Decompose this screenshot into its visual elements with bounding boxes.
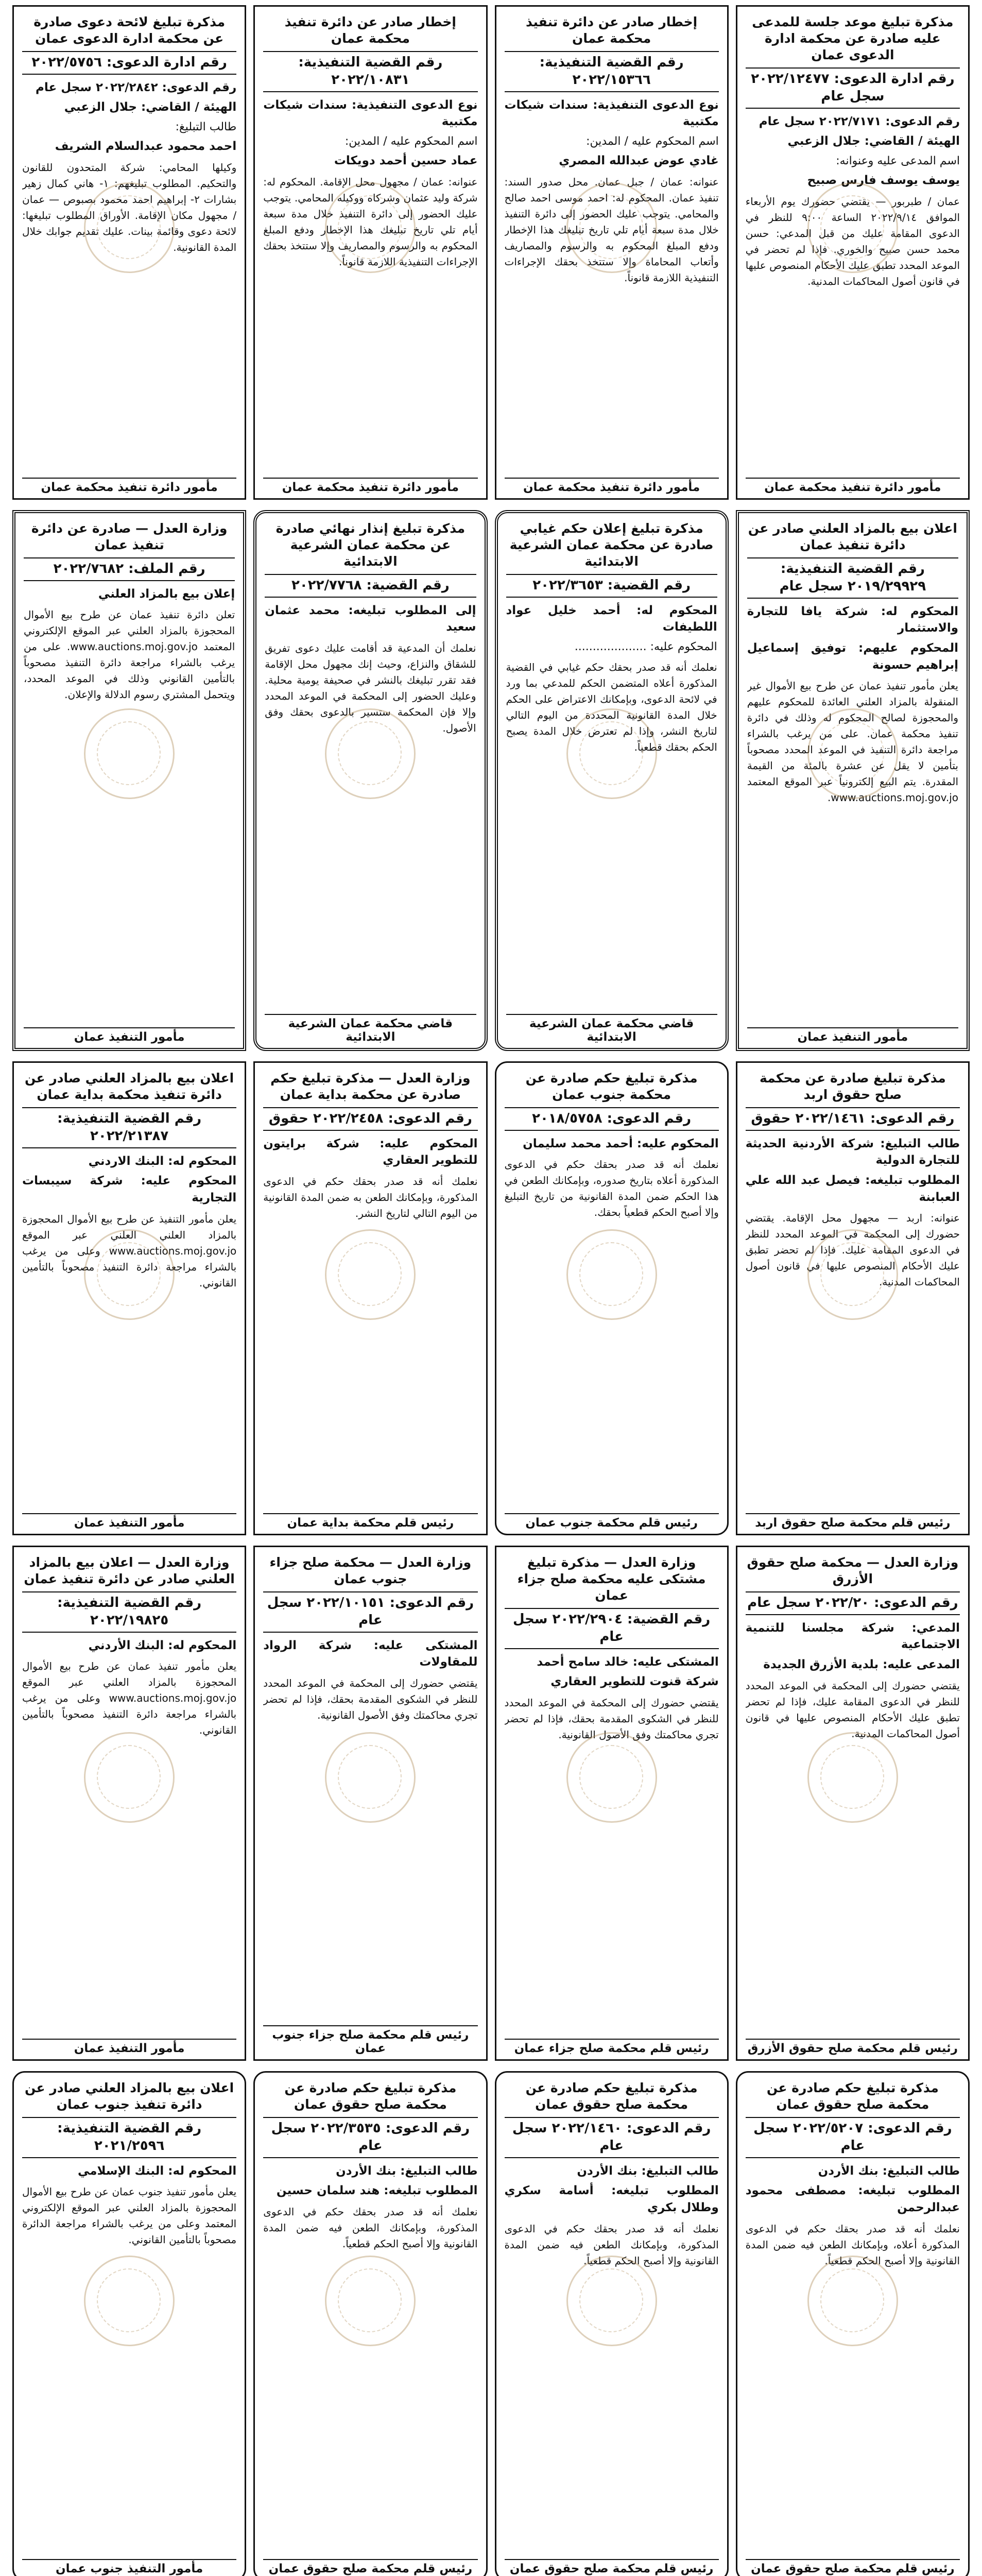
- notice-body: وكيلها المحامي: شركة المتحدون للقانون والتحكيم. المطلوب تبليغهم: ١- هاني كمال زهير بشارات ٢- إبراهيم احمد محمود بصبوص — عمان / مجهول مكان الإقامة. الأوراق المطلوب تبليغها: لائحة دعوى وقائمة بينات. عليك تقديم جوابك خلال المدة القانونية.: [22, 161, 237, 253]
- notice-body: نعلمك أنه قد صدر بحقك حكم في الدعوى المذكورة، وبإمكانك الطعن فيه ضمن المدة القانونية وإلا أصبح الحكم قطعياً.: [504, 2222, 719, 2267]
- notice-line: اسم المحكوم عليه / المدين:: [344, 134, 478, 148]
- notice-card: [12, 2071, 246, 2576]
- notice-case-number: رقم القضية: ٢٠٢٢/٧٧٦٨: [265, 574, 476, 598]
- notice-signature: مأمور دائرة تنفيذ محكمة عمان: [505, 478, 719, 494]
- notice-body: نعلمك أنه قد صدر بحقك حكم في الدعوى المذكورة، وبإمكانك الطعن فيه ضمن المدة القانونية وإلا أصبح الحكم قطعياً.: [263, 2205, 478, 2250]
- notice-signature: مأمور دائرة تنفيذ محكمة عمان: [746, 478, 960, 494]
- notice-signature: رئيس قلم محكمة صلح حقوق عمان: [505, 2559, 719, 2575]
- notice-signature: مأمور التنفيذ جنوب عمان: [22, 2559, 236, 2575]
- notice-signature: رئيس قلم محكمة صلح جزاء عمان: [505, 2039, 719, 2055]
- notice-card: [495, 510, 729, 1051]
- notice-signature: رئيس قلم محكمة بداية عمان: [263, 1513, 477, 1530]
- notice-line: المحكوم له: البنك الاردني: [88, 1154, 237, 1168]
- notice-line: طالب التبليغ:: [175, 121, 237, 134]
- notice-case-number: رقم الدعوى: ٢٠٢٢/١٤٦٠ سجل عام: [505, 2117, 719, 2158]
- notice-line: المطلوب تبليغه: مصطفى محمود عبدالرحمن: [745, 2184, 960, 2214]
- notice-card: [736, 5, 970, 500]
- notice-signature: رئيس قلم محكمة صلح جزاء جنوب عمان: [263, 2025, 477, 2055]
- notice-case-number: رقم الدعوى: ٢٠٢٢/٣٥٣٥ سجل عام: [263, 2117, 477, 2158]
- notice-header: إخطار صادر عن دائرة تنفيذ محكمة عمان: [284, 14, 456, 46]
- notice-case-number: رقم الملف: ٢٠٢٢/٧٦٨٢: [24, 557, 235, 581]
- notice-body: عمان / طبربور — يقتضي حضورك يوم الأربعاء الموافق ٢٠٢٢/٩/١٤ الساعة ٩:٠٠ للنظر في الدعوى المقامة عليك من قبل المدعي: حسن محمد حسن صبيح والخوري. فإذا لم تحضر في الموعد المحدد تطبق عليك الأحكام المنصوص عليها في قانون أصول المحاكمات المدنية.: [745, 195, 960, 287]
- notice-card: [495, 2071, 729, 2576]
- notices-row-4: [12, 1546, 970, 2061]
- notice-case-number: رقم القضية: ٢٠٢٢/٢٩٠٤ سجل عام: [505, 1608, 719, 1649]
- notice-header: وزارة العدل — مذكرة تبليغ مشتكى عليه محكمة صلح جزاء عمان: [517, 1555, 706, 1603]
- notice-line: الهيئة / القاضي: جلال الزعبي: [64, 100, 237, 114]
- notice-header: مذكرة تبليغ حكم صادرة عن محكمة صلح حقوق عمان: [766, 2080, 939, 2112]
- notice-case-number: رقم القضية التنفيذية: ٢٠٢١/٢٥٩٦: [22, 2117, 236, 2158]
- notices-row-2: [12, 510, 970, 1051]
- notice-signature: رئيس قلم محكمة صلح حقوق عمان: [746, 2559, 960, 2575]
- notice-line: اسم المدعى عليه وعنوانه:: [836, 154, 960, 167]
- notice-signature: مأمور التنفيذ عمان: [22, 1513, 236, 1530]
- notice-line: طالب التبليغ: بنك الأردن: [818, 2164, 960, 2178]
- notice-signature: رئيس قلم محكمة جنوب عمان: [505, 1513, 719, 1530]
- notice-line: المحكوم عليه: شركة برايتون للتطوير العقاري: [263, 1137, 478, 1167]
- notice-card: [495, 1061, 729, 1535]
- notice-body: نعلمك أنه قد صدر بحقك حكم في الدعوى المذكورة أعلاه، وبإمكانك الطعن فيه ضمن المدة القانونية وإلا أصبح الحكم قطعياً.: [745, 2222, 960, 2267]
- notice-body: تعلن دائرة تنفيذ عمان عن طرح بيع الأموال المحجوزة بالمزاد العلني عبر الموقع الإلكتروني المعتمد www.auctions.moj.gov.jo. على من يرغب بالشراء مراجعة دائرة التنفيذ مصحوباً بالتأمين القانوني وذلك في الموعد المحدد، ويتحمل المشتري رسوم الدلالة والإعلان.: [24, 608, 235, 701]
- notice-line: احمد محمود عبدالسلام الشريف: [55, 140, 237, 154]
- notice-line: نوع الدعوى التنفيذية: سندات شيكات مكتبية: [504, 98, 719, 129]
- notice-body: عنوانه: عمان / جبل عمان. محل صدور السند: تنفيذ عمان. المحكوم له: احمد موسى احمد صالح والمحامي. يتوجب عليك الحضور إلى دائرة التنفيذ خلال مدة سبعة أيام تلي تاريخ تبليغك هذا الإخطار ودفع المبلغ المحكوم به والرسوم والمصاريف وأتعاب المحاماة وإلا ستتخذ بحقك الإجراءات التنفيذية اللازمة قانوناً.: [504, 175, 719, 284]
- notice-line: المطلوب تبليغه: هند سلمان حسين: [276, 2184, 478, 2198]
- notice-line: طالب التبليغ: شركة الأردنية الحديثة للتجارة الدولية: [745, 1137, 960, 1167]
- notice-header: مذكرة تبليغ حكم صادرة عن محكمة صلح حقوق عمان: [525, 2080, 698, 2112]
- notice-line: الهيئة / القاضي: جلال الزعبي: [787, 134, 960, 148]
- notice-case-number: رقم القضية التنفيذية: ٢٠٢٢/١٥٣٦٦: [505, 51, 719, 92]
- notice-card: [253, 1061, 487, 1535]
- notice-line: المحكوم له: البنك الأردني: [88, 1638, 237, 1652]
- notice-header: وزارة العدل — محكمة صلح حقوق الأزرق: [747, 1555, 959, 1586]
- notice-header: مذكرة تبليغ إنذار نهائي صادرة عن محكمة عمان الشرعية الابتدائية: [275, 521, 466, 569]
- notice-line: شركة قنوت للتطوير العقاري: [550, 1675, 719, 1689]
- notice-line: المحكوم عليه: ....................: [574, 640, 717, 654]
- notice-card: [253, 1546, 487, 2061]
- notice-case-number: رقم الدعوى: ٢٠٢٢/١٤٦١ حقوق: [746, 1107, 960, 1131]
- notice-line: إلى المطلوب تبليغه: محمد عثمان سعيد: [265, 603, 476, 634]
- notice-body: عنوانه: اربد — مجهول محل الإقامة. يقتضي حضورك إلى المحكمة في الموعد المحدد للنظر في الدعوى المقامة عليك. فإذا لم تحضر تطبق عليك الأحكام المنصوص عليها في قانون أصول المحاكمات المدنية.: [745, 1212, 960, 1289]
- notice-case-number: رقم الدعوى: ٢٠٢٢/٢٠ سجل عام: [746, 1591, 960, 1615]
- notice-line: عماد حسين أحمد دويكات: [334, 154, 478, 168]
- notice-body: يعلن مأمور تنفيذ جنوب عمان عن طرح بيع الأموال المحجوزة بالمزاد العلني عبر الموقع الإلكتروني المعتمد وعلى من يرغب بالشراء مراجعة الدائرة مصحوباً بالتأمين القانوني.: [22, 2185, 237, 2246]
- notice-line: المحكوم له: البنك الإسلامي: [77, 2164, 237, 2178]
- notice-line: المطلوب تبليغه: فيصل عبد الله علي العبابنة: [745, 1174, 960, 1204]
- notice-case-number: رقم القضية: ٢٠٢٢/٣٦٥٣: [506, 574, 717, 598]
- notice-line: رقم الدعوى: ٢٠٢٢/٢٨٤٢ سجل عام: [36, 80, 237, 94]
- notice-header: وزارة العدل — محكمة صلح جزاء جنوب عمان: [269, 1555, 472, 1586]
- notice-signature: قاضي محكمة عمان الشرعية الابتدائية: [506, 1014, 717, 1044]
- notice-body: يقتضي حضورك إلى المحكمة في الموعد المحدد للنظر في الشكوى المقدمة بحقك، فإذا لم تحضر تجري محاكمتك وفق الأصول القانونية.: [504, 1696, 719, 1741]
- notice-signature: مأمور التنفيذ عمان: [747, 1027, 958, 1044]
- notice-case-number: رقم الدعوى: ٢٠٢٢/٥٢٠٧ سجل عام: [746, 2117, 960, 2158]
- notice-signature: رئيس قلم محكمة صلح حقوق اربد: [746, 1513, 960, 1530]
- notice-card: [12, 5, 246, 500]
- notice-signature: قاضي محكمة عمان الشرعية الابتدائية: [265, 1014, 476, 1044]
- notice-header: اعلان بيع بالمزاد العلني صادر عن دائرة تنفيذ عمان: [748, 521, 957, 552]
- notice-card: [12, 1546, 246, 2061]
- notice-header: وزارة العدل — صادرة عن دائرة تنفيذ عمان: [31, 521, 228, 552]
- notice-card: [736, 510, 970, 1051]
- notice-card: [12, 510, 246, 1051]
- notice-signature: مأمور التنفيذ عمان: [22, 2039, 236, 2055]
- notice-signature: مأمور التنفيذ عمان: [24, 1027, 235, 1044]
- notice-card: [736, 1546, 970, 2061]
- notice-card: [253, 510, 487, 1051]
- notice-card: [495, 1546, 729, 2061]
- notice-header: مذكرة تبليغ حكم صادرة عن محكمة جنوب عمان: [525, 1071, 698, 1102]
- notice-line: المحكوم عليه: أحمد محمد سليمان: [523, 1137, 719, 1150]
- notice-case-number: رقم ادارة الدعوى: ٢٠٢٢/١٢٤٧٧ سجل عام: [746, 67, 960, 109]
- notice-body: نعلمك أن المدعية قد أقامت عليك دعوى تفريق للشقاق والنزاع، وحيث إنك مجهول محل الإقامة فقد تقرر تبليغك بالنشر في صحيفة يومية محلية. وعليك الحضور إلى المحكمة في الموعد المحدد وإلا فإن المحكمة ستسير بالدعوى بحقك وفق الأصول.: [265, 642, 476, 735]
- notice-line: غادي عوض عبدالله المصري: [559, 154, 719, 168]
- notice-line: المحكوم عليهم: توفيق إسماعيل إبراهيم حسونة: [747, 641, 958, 672]
- notice-card: [253, 5, 487, 500]
- notice-line: المحكوم عليه: شركة سيبسات التجارية: [22, 1174, 237, 1205]
- notice-line: نوع الدعوى التنفيذية: سندات شيكات مكتبية: [263, 98, 478, 129]
- notice-line: يوسف يوسف فارس صبيح: [807, 174, 960, 188]
- notice-line: المدعى عليه: بلدية الأزرق الجديدة: [763, 1658, 960, 1672]
- notice-line: اسم المحكوم عليه / المدين:: [586, 134, 719, 148]
- notice-header: مذكرة تبليغ صادرة عن محكمة صلح حقوق اربد: [760, 1071, 946, 1102]
- notice-header: وزارة العدل — اعلان بيع بالمزاد العلني صادر عن دائرة تنفيذ عمان: [24, 1555, 235, 1586]
- notice-line: طالب التبليغ: بنك الأردن: [336, 2164, 478, 2178]
- notice-card: [12, 1061, 246, 1535]
- notices-row-5: [12, 2071, 970, 2576]
- notice-line: المطلوب تبليغه: أسامة سكري وطلال بكري: [504, 2184, 719, 2214]
- notices-row-1: [12, 5, 970, 500]
- notice-line: طالب التبليغ: بنك الأردن: [577, 2164, 719, 2178]
- notice-header: مذكرة تبليغ لائحة دعوى صادرة عن محكمة ادارة الدعوى عمان: [33, 14, 226, 46]
- notice-body: يعلن مأمور تنفيذ عمان عن طرح بيع الأموال المحجوزة بالمزاد العلني عبر الموقع www.auctions.moj.gov.jo وعلى من يرغب بالشراء مراجعة دائرة التنفيذ مصحوباً بالتأمين القانوني.: [22, 1660, 237, 1737]
- notice-case-number: رقم القضية التنفيذية: ٢٠١٩/٢٩٩٢٩ سجل عام: [747, 557, 958, 599]
- notice-line: المدعي: شركة مجلسنا للتنمية الاجتماعية: [745, 1621, 960, 1652]
- notice-header: إخطار صادر عن دائرة تنفيذ محكمة عمان: [526, 14, 698, 46]
- notice-line: رقم الدعوى: ٢٠٢٢/٧١٧١ سجل عام: [759, 114, 960, 128]
- notice-header: وزارة العدل — مذكرة تبليغ حكم صادرة عن محكمة بداية عمان: [270, 1071, 471, 1102]
- notice-signature: مأمور دائرة تنفيذ محكمة عمان: [22, 478, 236, 494]
- notice-case-number: رقم الدعوى: ٢٠٢٢/٢٤٥٨ حقوق: [263, 1107, 477, 1131]
- notice-body: عنوانه: عمان / مجهول محل الإقامة. المحكوم له: شركة وليد عثمان وشركاه ووكيله المحامي. يتوجب عليك الحضور إلى دائرة التنفيذ خلال مدة سبعة أيام تلي تاريخ تبليغك هذا الإخطار ودفع المبلغ المحكوم به والرسوم والمصاريف وإلا ستتخذ بحقك الإجراءات التنفيذية اللازمة قانوناً.: [263, 175, 478, 268]
- notice-body: نعلمك أنه قد صدر بحقك حكم في الدعوى المذكورة، وبإمكانك الطعن به ضمن المدة القانونية من اليوم التالي لتاريخ النشر.: [263, 1175, 478, 1220]
- notice-case-number: رقم الدعوى: ٢٠٢٢/١٠١٥١ سجل عام: [263, 1591, 477, 1633]
- notice-body: يعلن مأمور تنفيذ عمان عن طرح بيع الأموال غير المنقولة بالمزاد العلني العائدة للمحكوم عليهم والمحجوزة لصالح المحكوم له وذلك في دائرة تنفيذ محكمة عمان. على من يرغب بالشراء مراجعة دائرة التنفيذ في الموعد المحدد مصحوباً بتأمين لا يقل عن عشرة بالمئة من القيمة المقدرة. يتم البيع إلكترونياً عبر الموقع المعتمد www.auctions.moj.gov.jo.: [747, 680, 958, 804]
- notice-body: نعلمك أنه قد صدر بحقك حكم غيابي في القضية المذكورة أعلاه المتضمن الحكم للمدعي بما ورد في لائحة الدعوى، وبإمكانك الاعتراض على الحكم خلال المدة القانونية المحددة من اليوم التالي لتاريخ النشر، وإذا لم تعترض خلال المدة يصبح الحكم بحقك قطعياً.: [506, 661, 717, 754]
- notice-card: [253, 2071, 487, 2576]
- notice-line: إعلان بيع بالمزاد العلني: [98, 587, 235, 601]
- notice-line: المحكوم له: أحمد خليل عواد اللطيفات: [506, 603, 717, 634]
- notice-body: يعلن مأمور التنفيذ عن طرح بيع الأموال المحجوزة بالمزاد العلني العلني عبر الموقع www.auctions.moj.gov.jo وعلى من يرغب بالشراء مراجعة دائرة التنفيذ مصحوباً بالتأمين القانوني.: [22, 1212, 237, 1289]
- notice-card: [736, 1061, 970, 1535]
- notice-case-number: رقم القضية التنفيذية: ٢٠٢٢/٢١٣٨٧: [22, 1107, 236, 1148]
- notice-signature: رئيس قلم محكمة صلح حقوق عمان: [263, 2559, 477, 2575]
- notice-body: نعلمك أنه قد صدر بحقك حكم في الدعوى المذكورة أعلاه بتاريخ صدوره، وبإمكانك الطعن في هذا الحكم ضمن المدة القانونية من تاريخ التبليغ وإلا أصبح الحكم قطعياً بحقك.: [504, 1158, 719, 1219]
- notice-case-number: رقم ادارة الدعوى: ٢٠٢٢/٥٧٥٦: [22, 51, 236, 75]
- notice-header: اعلان بيع بالمزاد العلني صادر عن دائرة تنفيذ جنوب عمان: [25, 2080, 234, 2112]
- notice-header: مذكرة تبليغ إعلان حكم غيابي صادرة عن محكمة عمان الشرعية الابتدائية: [509, 521, 714, 569]
- notice-signature: رئيس قلم محكمة صلح حقوق الأزرق: [746, 2039, 960, 2055]
- notice-header: مذكرة تبليغ حكم صادرة عن محكمة صلح حقوق عمان: [284, 2080, 457, 2112]
- notice-case-number: رقم الدعوى: ٢٠١٨/٥٧٥٨: [505, 1107, 719, 1131]
- notice-case-number: رقم القضية التنفيذية: ٢٠٢٢/١٠٨٣١: [263, 51, 477, 92]
- notices-row-3: [12, 1061, 970, 1535]
- notice-header: اعلان بيع بالمزاد العلني صادر عن دائرة تنفيذ محكمة بداية عمان: [25, 1071, 234, 1102]
- notice-line: المشتكى عليه: خالد سامح أحمد: [537, 1655, 719, 1669]
- notice-header: مذكرة تبليغ موعد جلسة للمدعى عليه صادرة عن محكمة ادارة الدعوى عمان: [752, 14, 954, 62]
- notice-line: المشتكى عليه: شركة الرواد للمقاولات: [263, 1638, 478, 1669]
- notice-signature: مأمور دائرة تنفيذ محكمة عمان: [263, 478, 477, 494]
- notice-line: المحكوم له: شركة يافا للتجارة والاستثمار: [747, 604, 958, 635]
- notice-body: يقتضي حضورك إلى المحكمة في الموعد المحدد للنظر في الدعوى المقامة عليك، فإذا لم تحضر تطبق عليك الأحكام المنصوص عليها في قانون أصول المحاكمات المدنية.: [745, 1679, 960, 1740]
- notice-case-number: رقم القضية التنفيذية: ٢٠٢٢/١٩٨٢٥: [22, 1591, 236, 1633]
- notice-card: [736, 2071, 970, 2576]
- notice-body: يقتضي حضورك إلى المحكمة في الموعد المحدد للنظر في الشكوى المقدمة بحقك، فإذا لم تحضر تجري محاكمتك وفق الأصول القانونية.: [263, 1676, 478, 1721]
- notice-card: [495, 5, 729, 500]
